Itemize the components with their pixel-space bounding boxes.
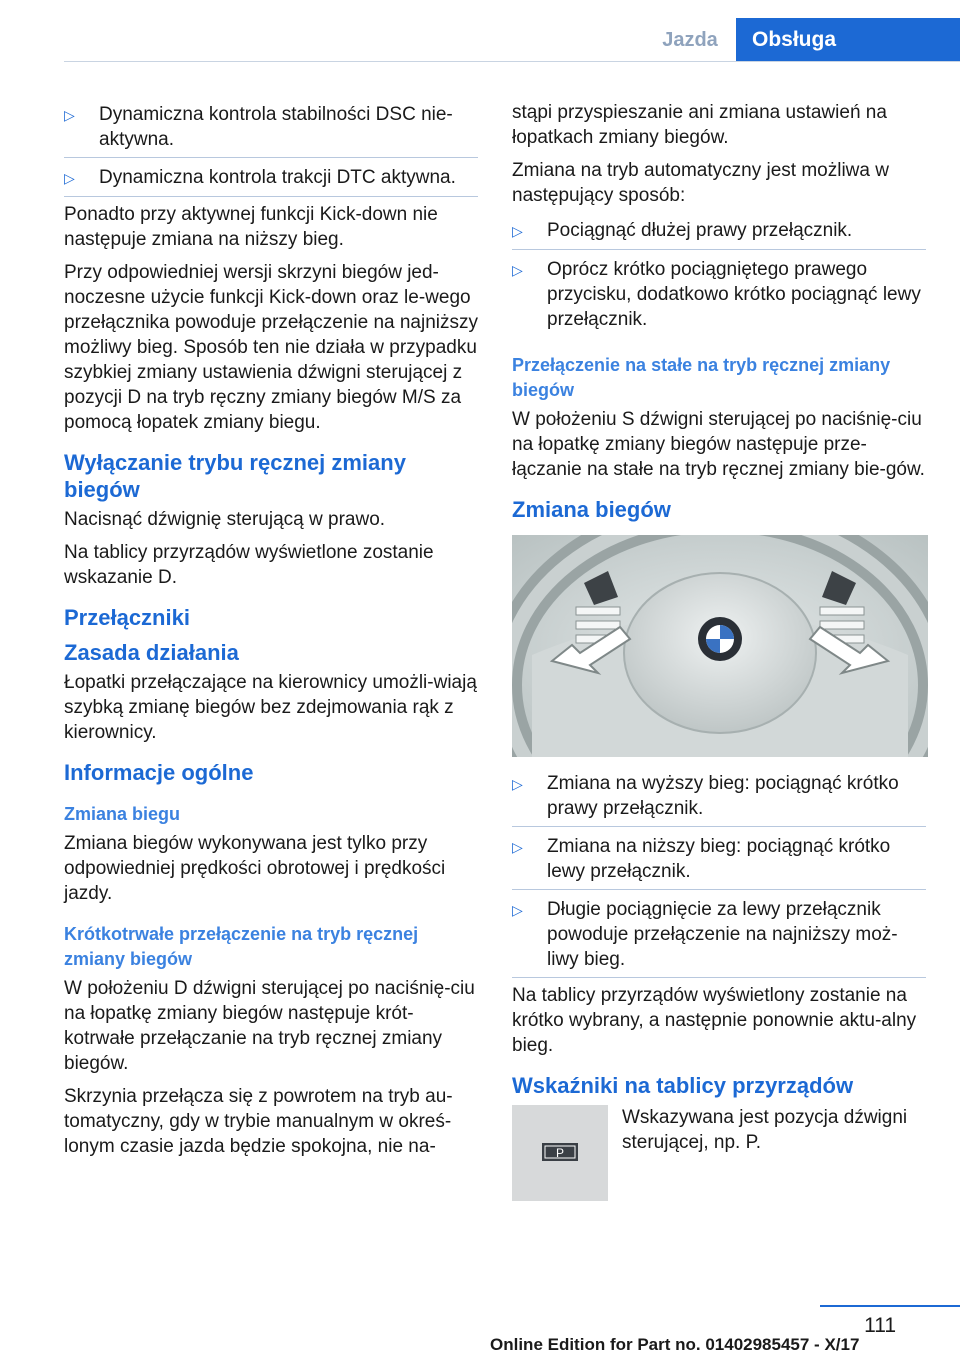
subsection-heading: Przełączenie na stałe na tryb ręcznej zmiany biegów xyxy=(512,355,891,400)
paragraph: Na tablicy przyrządów wyświetlone zostanie wskazanie D. xyxy=(64,542,434,588)
list-item xyxy=(512,895,926,978)
paragraph: Wskazywana jest pozycja dźwigni sterującej, np. P. xyxy=(622,1107,908,1153)
section-tab-jazda[interactable]: Jazda xyxy=(662,28,718,51)
steering-wheel-illustration xyxy=(512,535,928,757)
bullet-triangle-icon: ▷ xyxy=(512,776,523,792)
paragraph: Skrzynia przełącza się z powrotem na tryb au‐tomatyczny, gdy w trybie manualnym w okreś‐lonym czasie jazda będzie spokojna, nie na‐ xyxy=(64,1086,453,1157)
list-item-text: Długie pociągnięcie za lewy przełącznik powoduje przełączenie na najniższy moż‐liwy bieg. xyxy=(547,899,898,970)
list-item xyxy=(64,100,478,158)
edition-footer: Online Edition for Part no. 01402985457 - X/17 xyxy=(490,1335,860,1354)
list-item-text: Zmiana na wyższy bieg: pociągnąć krótko prawy przełącznik. xyxy=(547,773,899,819)
gear-indicator-letter: P xyxy=(555,1146,565,1160)
bullet-triangle-icon: ▷ xyxy=(512,902,523,918)
footer-divider xyxy=(820,1305,960,1307)
indicator-row xyxy=(512,1105,926,1201)
section-heading: Wskaźniki na tablicy przyrządów xyxy=(512,1073,854,1098)
left-column xyxy=(64,100,478,1167)
paragraph: Na tablicy przyrządów wyświetlony zostanie na krótko wybrany, a następnie ponownie aktu‐alny bieg. xyxy=(512,985,917,1056)
section-heading: Wyłączanie trybu ręcznej zmiany biegów xyxy=(64,450,406,502)
section-heading: Zmiana biegów xyxy=(512,497,671,522)
paragraph: Zmiana na tryb automatyczny jest możliwa w następujący sposób: xyxy=(512,160,889,206)
list-item xyxy=(64,163,478,197)
section-heading: Przełączniki xyxy=(64,605,190,630)
section-heading: Informacje ogólne xyxy=(64,760,254,785)
bullet-triangle-icon: ▷ xyxy=(512,839,523,855)
list-item xyxy=(512,832,926,890)
paragraph: Ponadto przy aktywnej funkcji Kick-down nie następuje zmiana na niższy bieg. xyxy=(64,204,438,250)
bullet-triangle-icon: ▷ xyxy=(64,107,75,123)
paragraph: W położeniu D dźwigni sterującej po naciśnię‐ciu na łopatkę zmiany biegów następuje krót‐kotrwałe przełączanie na tryb ręcznej zmiany biegów. xyxy=(64,978,475,1074)
subsection-heading: Zasada działania xyxy=(64,640,239,665)
list-item-text: Pociągnąć dłużej prawy przełącznik. xyxy=(547,220,853,241)
instrument-panel-image xyxy=(512,1105,608,1201)
paragraph: Przy odpowiedniej wersji skrzyni biegów jed‐noczesne użycie funkcji Kick-down oraz le‐wego przełącznika powoduje przełączenie na najniższy możliwy bieg. Sposób ten nie działa w przypadku szybkiej zmiany ustawienia dźwigni sterującej z pozycji D na tryb ręczny zmiany biegów M/S za pomocą łopatek zmiany biegu. xyxy=(64,262,479,433)
subsection-heading: Zmiana biegu xyxy=(64,804,181,824)
page-header xyxy=(0,18,960,62)
subsection-heading: Krótkotrwałe przełączenie na tryb ręcznej zmiany biegów xyxy=(64,924,419,969)
paragraph: Nacisnąć dźwignię sterującą w prawo. xyxy=(64,509,386,530)
list-item-text: Zmiana na niższy bieg: pociągnąć krótko lewy przełącznik. xyxy=(547,836,891,882)
list-item xyxy=(512,216,926,250)
list-item xyxy=(512,255,926,337)
paragraph: W położeniu S dźwigni sterującej po naciśnię‐ciu na łopatkę zmiany biegów następuje prze‐łączanie na stałe na tryb ręcznej zmiany bie‐gów. xyxy=(512,409,925,480)
page-number: 111 xyxy=(864,1314,896,1337)
section-tab-obsluga[interactable]: Obsługa xyxy=(736,18,960,62)
right-column xyxy=(512,100,926,1201)
bullet-triangle-icon: ▷ xyxy=(64,170,75,186)
paragraph: stąpi przyspieszanie ani zmiana ustawień na łopatkach zmiany biegów. xyxy=(512,102,887,148)
paragraph: Zmiana biegów wykonywana jest tylko przy odpowiedniej prędkości obrotowej i prędkości jazdy. xyxy=(64,833,446,904)
steering-wheel-paddles-image xyxy=(512,535,928,757)
bullet-triangle-icon: ▷ xyxy=(512,262,523,278)
bullet-triangle-icon: ▷ xyxy=(512,223,523,239)
list-item-text: Dynamiczna kontrola trakcji DTC aktywna. xyxy=(99,167,456,188)
list-item-text: Oprócz krótko pociągniętego prawego przycisku, dodatkowo krótko pociągnąć lewy przełącznik. xyxy=(547,259,921,330)
list-item-text: Dynamiczna kontrola stabilności DSC nie‐aktywna. xyxy=(99,104,453,150)
header-divider xyxy=(64,61,960,62)
paragraph: Łopatki przełączające na kierownicy umożli‐wiają szybką zmianę biegów bez zdejmowania rąk z kierownicy. xyxy=(64,672,477,743)
list-item xyxy=(512,769,926,827)
